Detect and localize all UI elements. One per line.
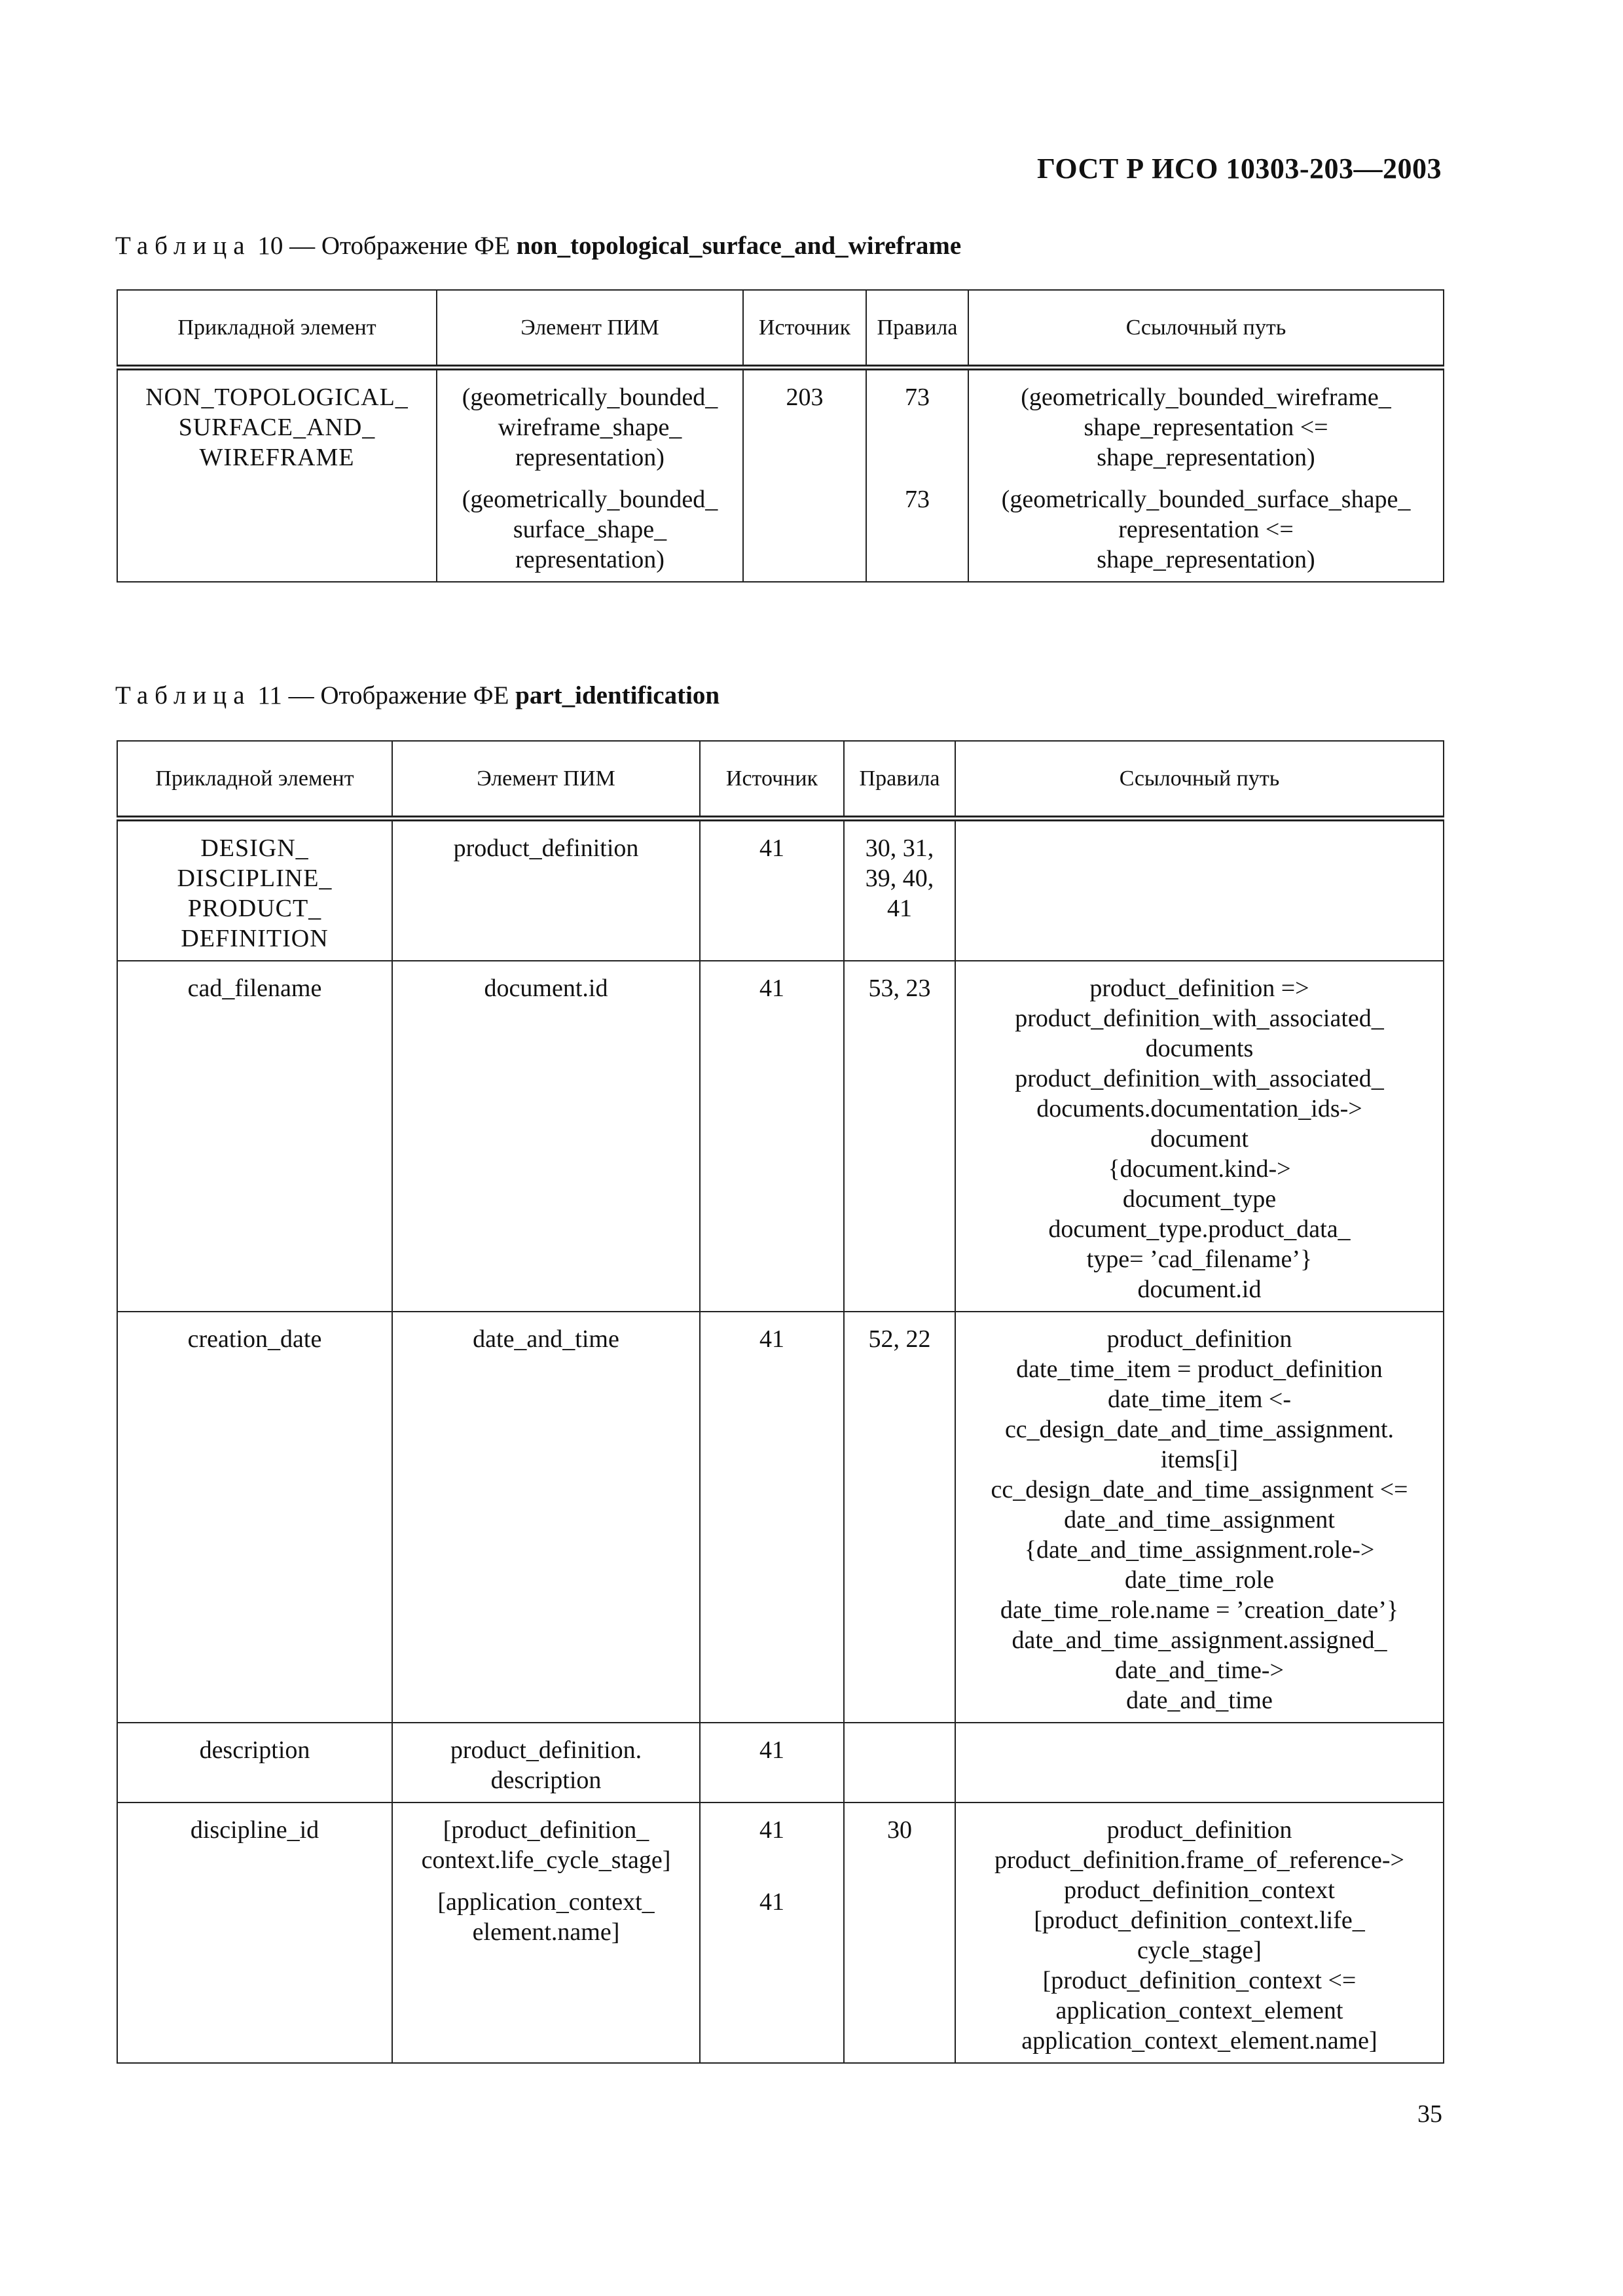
table-header-row	[117, 290, 1444, 368]
text-line: date_time_item = product_definition	[1016, 1355, 1383, 1383]
text-line: cycle_stage]	[1137, 1937, 1262, 1964]
text-line: 52, 22	[868, 1325, 931, 1353]
text-line: document_type	[1122, 1185, 1277, 1213]
header-reference-path: Ссылочный путь	[955, 741, 1444, 819]
text-line: shape_representation)	[1097, 546, 1315, 573]
cell-reference-path	[955, 1723, 1444, 1803]
cell-app-element	[117, 1723, 392, 1803]
cell-pim-element	[392, 1312, 700, 1723]
text-line: product_definition	[1106, 1325, 1292, 1353]
text-line: 41	[759, 975, 784, 1002]
text-line: 30, 31,	[865, 834, 934, 862]
pim-block-1	[445, 382, 735, 473]
cell-app-element	[117, 819, 392, 961]
cell-reference-path	[955, 819, 1444, 961]
header-app-element: Прикладной элемент	[117, 741, 392, 819]
text-line: cc_design_date_and_time_assignment <=	[991, 1476, 1408, 1503]
text-line: representation)	[515, 444, 665, 471]
text-line: element.name]	[472, 1918, 620, 1946]
header-pim-element: Элемент ПИМ	[437, 290, 743, 368]
text-line: creation_date	[187, 1325, 322, 1353]
text-line: date_time_role.name = ’creation_date’}	[1000, 1596, 1399, 1624]
text-line: document.id	[484, 975, 608, 1002]
text-line: [product_definition_	[443, 1816, 649, 1844]
text-line: cad_filename	[187, 975, 322, 1002]
text-line: date_and_time->	[1115, 1657, 1284, 1684]
table-row	[117, 1723, 1444, 1803]
text-line: document.id	[1137, 1276, 1262, 1303]
cell-source	[700, 819, 844, 961]
text-line: 41	[759, 834, 784, 862]
cell-reference-path	[955, 961, 1444, 1312]
text-line: documents.documentation_ids->	[1036, 1095, 1362, 1122]
text-line: shape_representation <=	[1084, 414, 1328, 441]
text-line: 30	[887, 1816, 912, 1844]
text-line: document_type.product_data_	[1048, 1215, 1351, 1243]
cell-app-element	[117, 1803, 392, 2063]
text-line: date_and_time_assignment	[1064, 1506, 1335, 1534]
cell-app-element	[117, 368, 437, 583]
cell-rules	[844, 1312, 955, 1723]
text-line: description	[199, 1736, 310, 1764]
table-row	[117, 961, 1444, 1312]
header-reference-path: Ссылочный путь	[968, 290, 1444, 368]
text-line: date_and_time	[1126, 1687, 1273, 1714]
text-line: cc_design_date_and_time_assignment.	[1004, 1416, 1395, 1443]
text-line: date_time_item <-	[1108, 1386, 1291, 1413]
rules-2: 73	[905, 486, 930, 513]
text-line: {document.kind->	[1108, 1155, 1291, 1183]
caption-number: 10 — Отображение ФЕ	[257, 232, 510, 260]
text-line: product_definition_context	[1064, 1876, 1335, 1904]
text-line: product_definition =>	[1089, 975, 1309, 1002]
header-rules: Правила	[866, 290, 968, 368]
text-line: date_and_time	[473, 1325, 619, 1353]
cell-pim-element	[392, 961, 700, 1312]
document-standard-code: ГОСТ Р ИСО 10303-203—2003	[1036, 152, 1442, 185]
pim-block-2	[401, 1887, 691, 1947]
source-2: 41	[759, 1888, 784, 1916]
pim-block-1	[401, 1815, 691, 1875]
cell-rules	[844, 1803, 955, 2063]
header-rules: Правила	[844, 741, 955, 819]
path-block-1	[977, 382, 1435, 473]
table-row	[117, 819, 1444, 961]
pim-block-2	[445, 484, 735, 575]
cell-pim-element	[392, 1723, 700, 1803]
path-block-2	[977, 484, 1435, 575]
text-line: 53, 23	[868, 975, 931, 1002]
text-line: wireframe_shape_	[498, 414, 682, 441]
text-line: product_definition.	[450, 1736, 642, 1764]
text-line: (geometrically_bounded_surface_shape_	[1001, 486, 1411, 513]
text-line: representation <=	[1118, 516, 1294, 543]
text-line: 41	[759, 1736, 784, 1764]
caption-word: Таблица	[115, 232, 251, 260]
text-line: (geometrically_bounded_	[462, 384, 718, 411]
page-number: 35	[1417, 2100, 1442, 2128]
table-row	[117, 1312, 1444, 1723]
text-line: surface_shape_	[513, 516, 667, 543]
table-10	[117, 289, 1444, 583]
table-10-caption	[115, 231, 961, 260]
table-row	[117, 1803, 1444, 2063]
text-line: 39, 40,	[865, 865, 934, 892]
table-row	[117, 368, 1444, 583]
text-line: (geometrically_bounded_wireframe_	[1021, 384, 1391, 411]
cell-source	[700, 1723, 844, 1803]
text-line: items[i]	[1160, 1446, 1239, 1473]
text-line: PRODUCT_	[187, 895, 322, 922]
text-line: [product_definition_context <=	[1042, 1967, 1357, 1994]
header-source: Источник	[700, 741, 844, 819]
text-line: [product_definition_context.life_	[1034, 1907, 1365, 1934]
cell-source	[700, 1312, 844, 1723]
text-line: date_time_role	[1125, 1566, 1274, 1594]
text-line: product_definition_with_associated_	[1015, 1065, 1384, 1092]
text-line: 41	[759, 1325, 784, 1353]
header-app-element: Прикладной элемент	[117, 290, 437, 368]
source-1: 41	[759, 1816, 784, 1844]
text-line: WIREFRAME	[199, 444, 355, 471]
caption-word: Таблица	[115, 681, 251, 709]
text-line: document	[1150, 1125, 1249, 1153]
header-source: Источник	[743, 290, 866, 368]
text-line: application_context_element	[1055, 1997, 1343, 2024]
text-line: context.life_cycle_stage]	[421, 1846, 671, 1874]
table-11-caption	[115, 681, 720, 710]
text-line: DESIGN_	[200, 834, 309, 862]
cell-pim-element	[392, 1803, 700, 2063]
table-header-row	[117, 741, 1444, 819]
text-line: {date_and_time_assignment.role->	[1024, 1536, 1375, 1564]
text-line: DEFINITION	[181, 925, 329, 952]
text-line: description	[490, 1767, 602, 1794]
text-line: product_definition	[1106, 1816, 1292, 1844]
cell-reference-path	[955, 1803, 1444, 2063]
text-line: application_context_element.name]	[1021, 2027, 1377, 2054]
text-line: product_definition	[453, 834, 639, 862]
cell-reference-path	[968, 368, 1444, 583]
caption-entity: non_topological_surface_and_wireframe	[516, 232, 962, 260]
text-line: representation)	[515, 546, 665, 573]
rules-1: 73	[905, 384, 930, 411]
text-line: discipline_id	[190, 1816, 319, 1844]
cell-source	[700, 1803, 844, 2063]
cell-pim-element	[437, 368, 743, 583]
table-11	[117, 740, 1444, 2064]
text-line: documents	[1145, 1035, 1254, 1062]
cell-source	[700, 961, 844, 1312]
header-pim-element: Элемент ПИМ	[392, 741, 700, 819]
cell-app-element	[117, 1312, 392, 1723]
text-line: product_definition.frame_of_reference->	[994, 1846, 1404, 1874]
text-line: type= ’cad_filename’}	[1086, 1246, 1313, 1273]
cell-pim-element	[392, 819, 700, 961]
caption-entity: part_identification	[515, 681, 720, 709]
text-line: 41	[887, 895, 912, 922]
cell-reference-path	[955, 1312, 1444, 1723]
cell-app-element	[117, 961, 392, 1312]
cell-rules	[844, 1723, 955, 1803]
cell-rules	[844, 961, 955, 1312]
caption-number: 11 — Отображение ФЕ	[257, 681, 509, 709]
cell-rules	[844, 819, 955, 961]
cell-source: 203	[743, 368, 866, 583]
text-line: [application_context_	[437, 1888, 655, 1916]
text-line: (geometrically_bounded_	[462, 486, 718, 513]
cell-rules	[866, 368, 968, 583]
text-line: DISCIPLINE_	[177, 865, 333, 892]
text-line: product_definition_with_associated_	[1015, 1005, 1384, 1032]
text-line: date_and_time_assignment.assigned_	[1012, 1626, 1387, 1654]
text-line: NON_TOPOLOGICAL_	[145, 384, 409, 411]
text-line: shape_representation)	[1097, 444, 1315, 471]
text-line: SURFACE_AND_	[178, 414, 376, 441]
